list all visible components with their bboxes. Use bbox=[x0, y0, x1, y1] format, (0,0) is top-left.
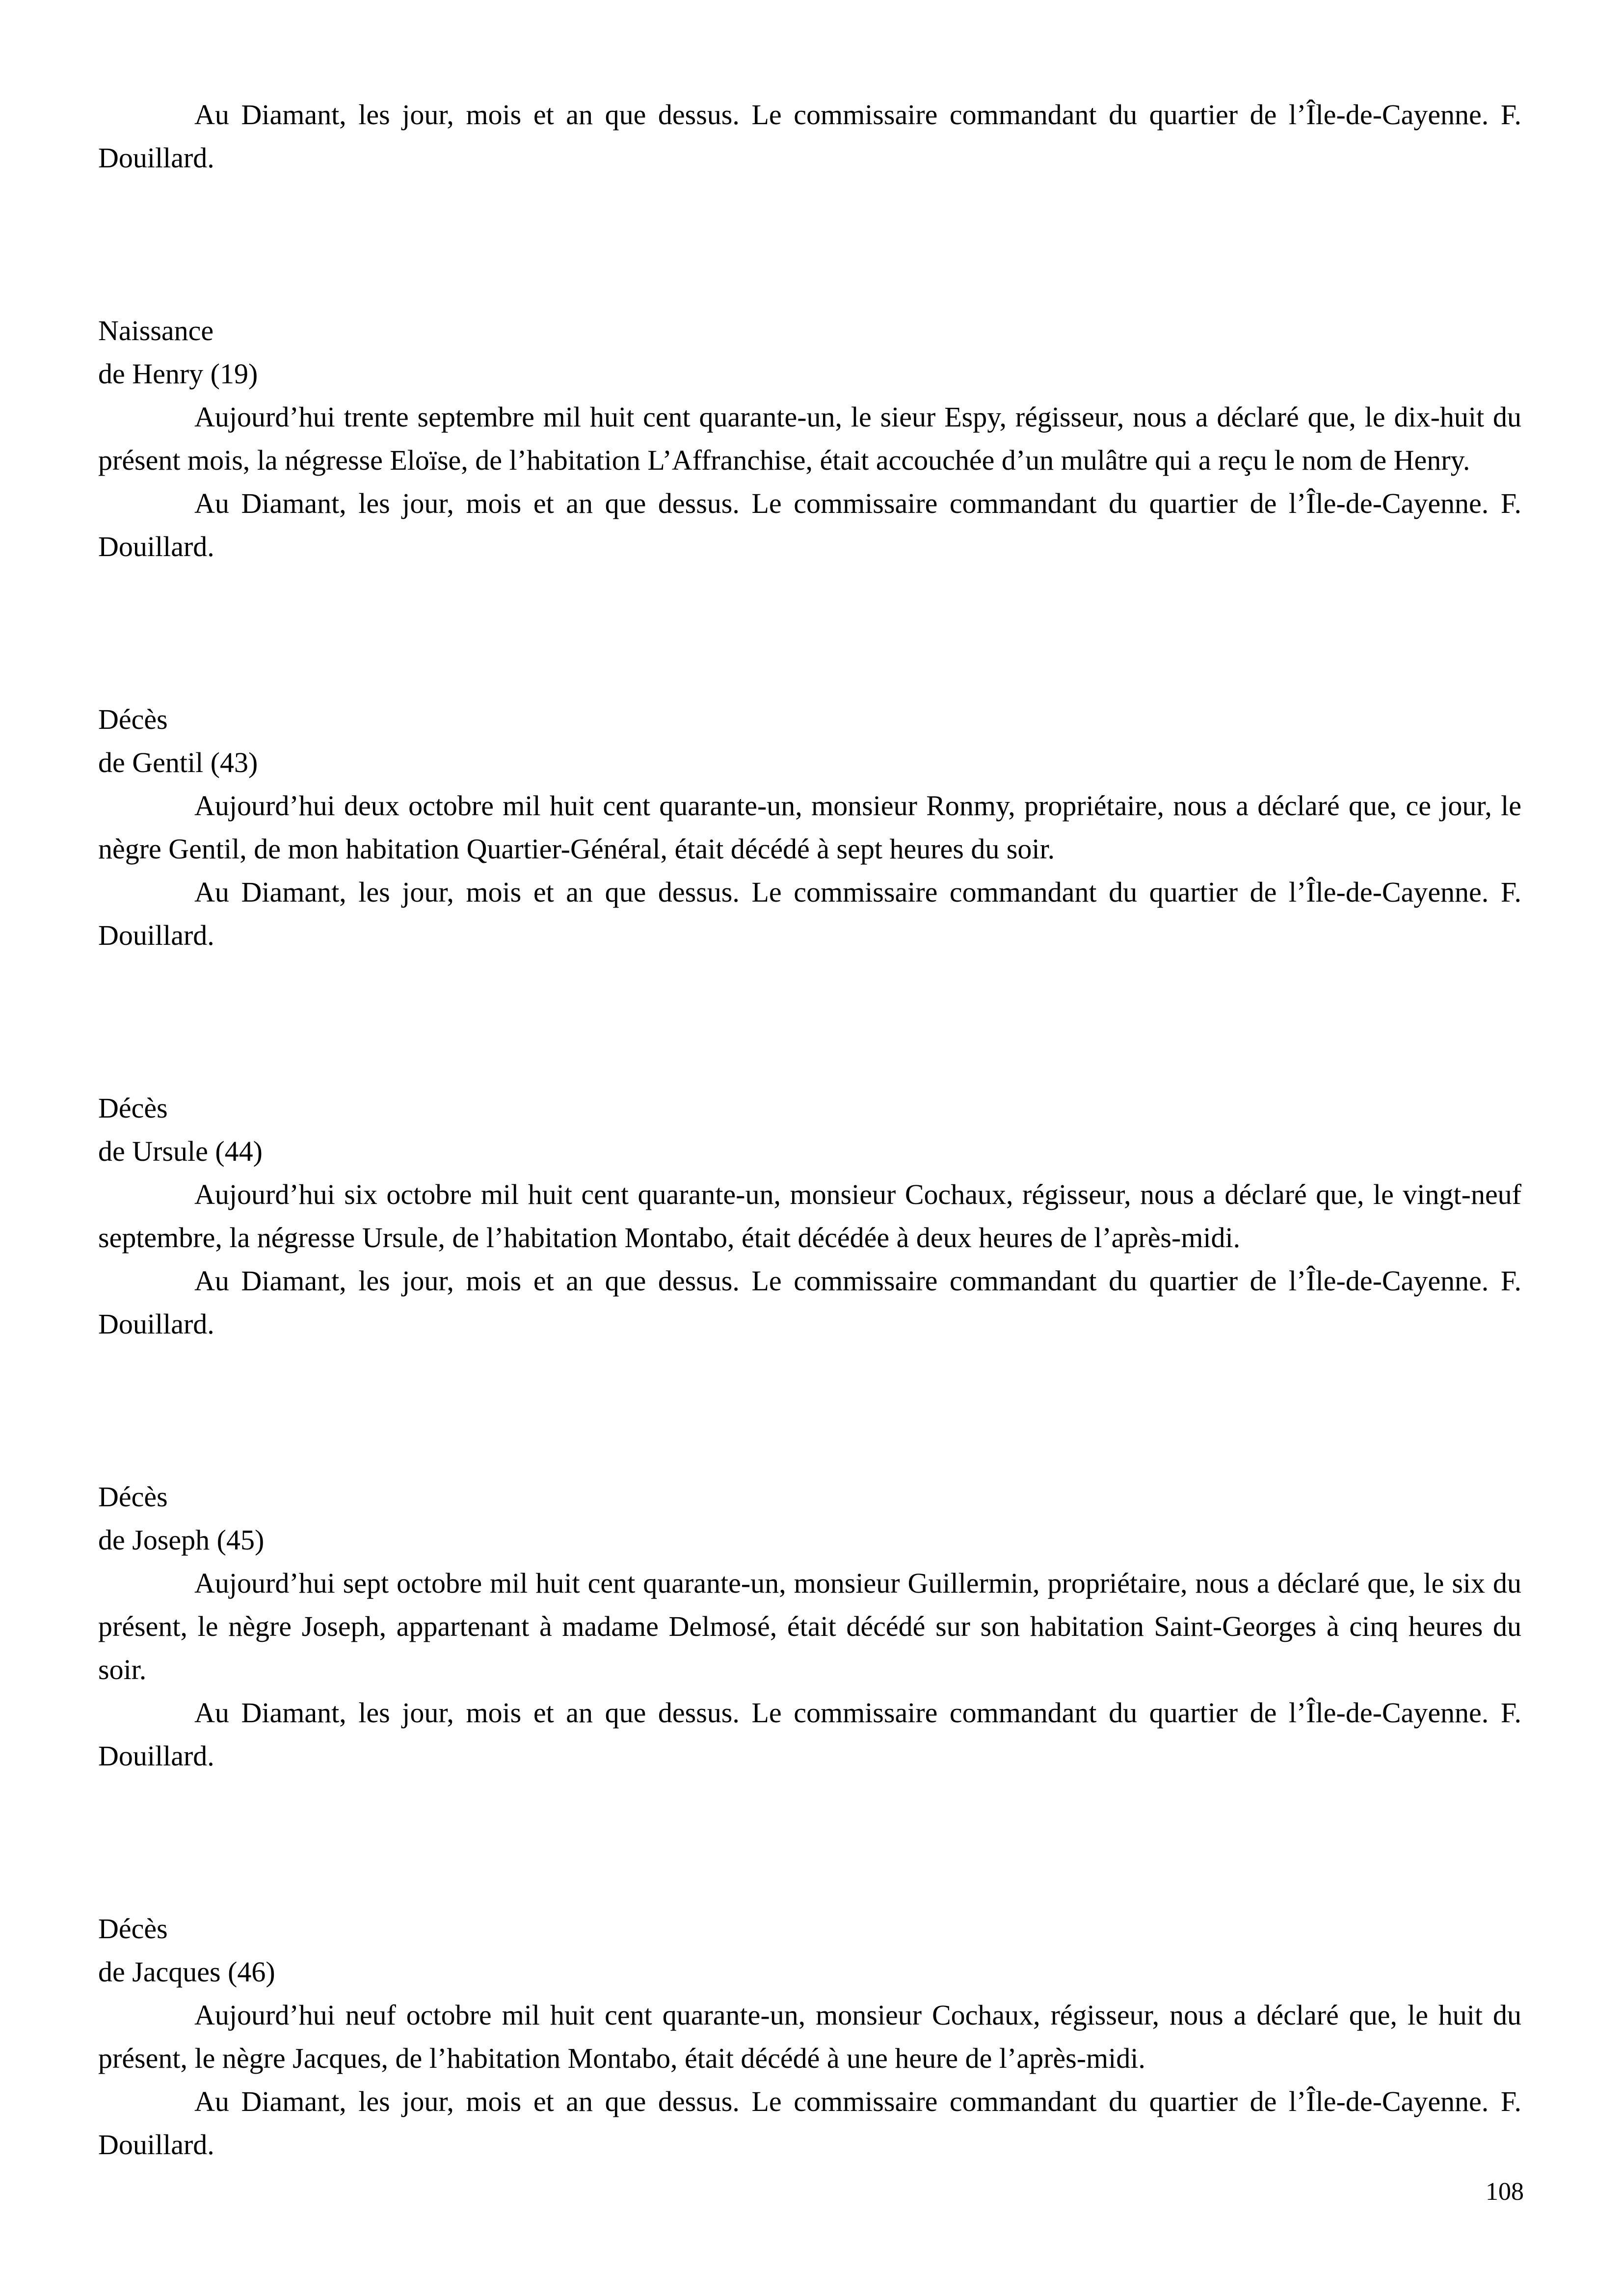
entry-subject-label: de Gentil (43) bbox=[98, 747, 258, 778]
entry-closing-continued bbox=[98, 93, 1521, 180]
document-page bbox=[98, 93, 1521, 2166]
entry-deces-ursule bbox=[98, 1087, 1521, 1346]
entry-declaration-paragraph: Aujourd’hui sept octobre mil huit cent quarante-un, monsieur Guillermin, propriétaire, nous a déclaré que, le six du présent, le nègre Joseph, appartenant à madame Delmosé, était décédé sur son habitation Saint-Georges à cinq heures du soir. bbox=[98, 1567, 1521, 1685]
entry-deces-jacques bbox=[98, 1907, 1521, 2166]
entry-declaration-paragraph: Aujourd’hui six octobre mil huit cent quarante-un, monsieur Cochaux, régisseur, nous a déclaré que, le vingt-neuf septembre, la négresse Ursule, de l’habitation Montabo, était décédée à deux heures de l’après-midi. bbox=[98, 1178, 1521, 1254]
entry-closing-paragraph: Au Diamant, les jour, mois et an que dessus. Le commissaire commandant du quartier de l’Île-de-Cayenne. F. Douillard. bbox=[98, 1265, 1521, 1340]
entry-closing-paragraph: Au Diamant, les jour, mois et an que dessus. Le commissaire commandant du quartier de l’Île-de-Cayenne. F. Douillard. bbox=[98, 2085, 1521, 2161]
entry-deces-gentil bbox=[98, 698, 1521, 957]
entry-type-label: Décès bbox=[98, 703, 168, 735]
entry-subject-label: de Jacques (46) bbox=[98, 1956, 275, 1988]
page-number: 108 bbox=[1486, 2178, 1524, 2206]
entry-closing-paragraph: Au Diamant, les jour, mois et an que dessus. Le commissaire commandant du quartier de l’Île-de-Cayenne. F. Douillard. bbox=[98, 99, 1521, 174]
entry-type-label: Décès bbox=[98, 1913, 168, 1945]
entry-closing-paragraph: Au Diamant, les jour, mois et an que dessus. Le commissaire commandant du quartier de l’Île-de-Cayenne. F. Douillard. bbox=[98, 487, 1521, 562]
entry-deces-joseph bbox=[98, 1475, 1521, 1778]
entry-type-label: Naissance bbox=[98, 315, 214, 347]
entry-type-label: Décès bbox=[98, 1481, 168, 1513]
entry-closing-paragraph: Au Diamant, les jour, mois et an que dessus. Le commissaire commandant du quartier de l’Île-de-Cayenne. F. Douillard. bbox=[98, 1697, 1521, 1772]
entry-subject-label: de Joseph (45) bbox=[98, 1524, 265, 1556]
entry-naissance-henry bbox=[98, 309, 1521, 568]
entry-declaration-paragraph: Aujourd’hui trente septembre mil huit cent quarante-un, le sieur Espy, régisseur, nous a déclaré que, le dix-huit du présent mois, la négresse Eloïse, de l’habitation L’Affranchise, était accouchée d’un mulâtre qui a reçu le nom de Henry. bbox=[98, 401, 1521, 476]
entry-subject-label: de Henry (19) bbox=[98, 358, 258, 390]
entry-subject-label: de Ursule (44) bbox=[98, 1135, 263, 1167]
entry-declaration-paragraph: Aujourd’hui neuf octobre mil huit cent quarante-un, monsieur Cochaux, régisseur, nous a déclaré que, le huit du présent, le nègre Jacques, de l’habitation Montabo, était décédé à une heure de l’après-midi. bbox=[98, 1999, 1521, 2074]
entry-type-label: Décès bbox=[98, 1092, 168, 1124]
entry-closing-paragraph: Au Diamant, les jour, mois et an que dessus. Le commissaire commandant du quartier de l’Île-de-Cayenne. F. Douillard. bbox=[98, 876, 1521, 951]
entry-declaration-paragraph: Aujourd’hui deux octobre mil huit cent quarante-un, monsieur Ronmy, propriétaire, nous a déclaré que, ce jour, le nègre Gentil, de mon habitation Quartier-Général, était décédé à sept heures du soir. bbox=[98, 790, 1521, 865]
